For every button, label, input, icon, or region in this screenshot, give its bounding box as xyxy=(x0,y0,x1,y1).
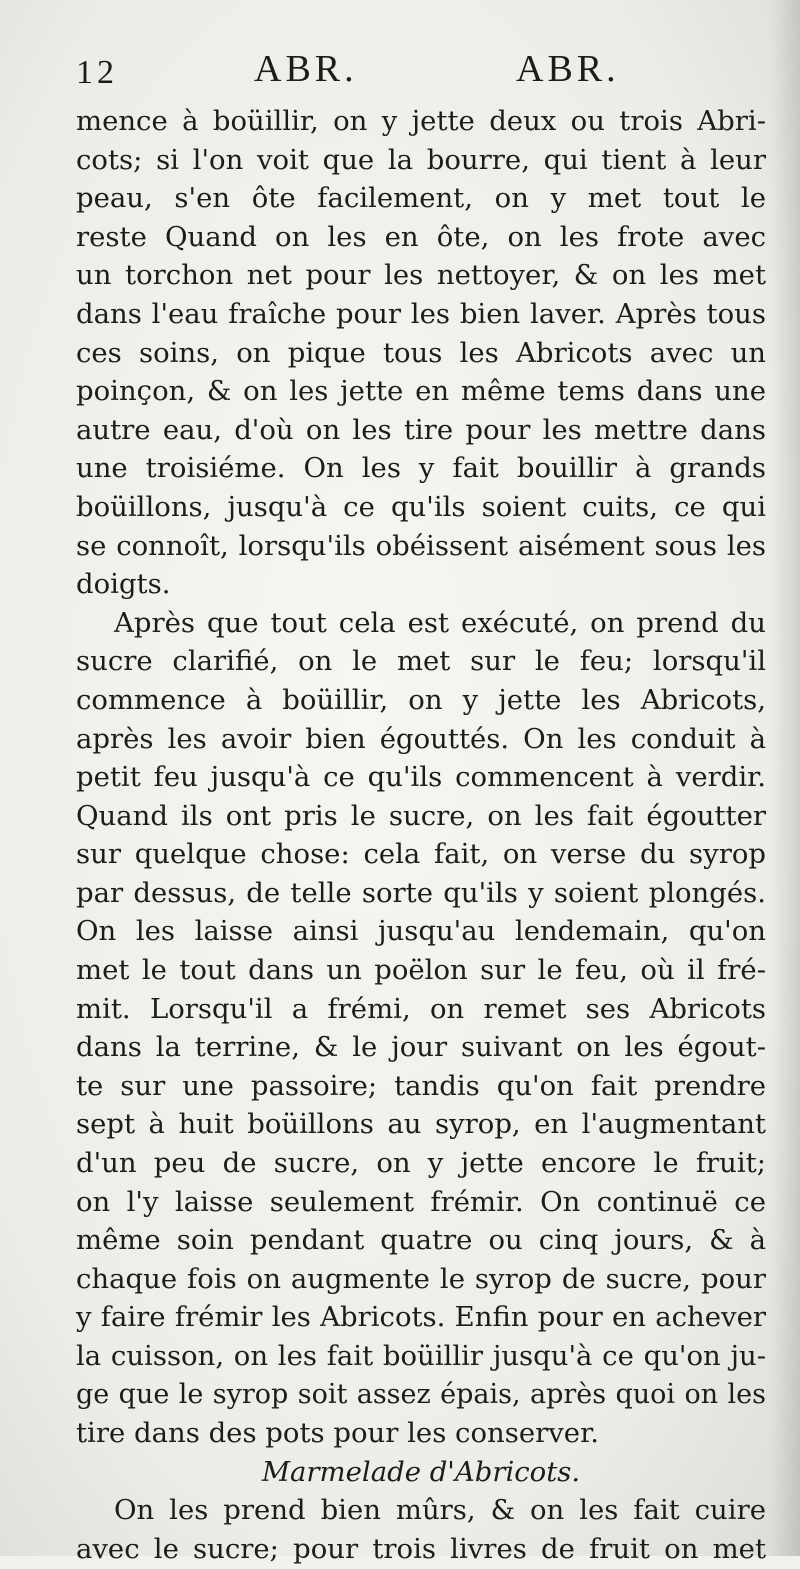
text-line: On les prend bien mûrs, & on les fait cuire xyxy=(114,1494,766,1527)
text-line: sucre clarifié, on le met sur le feu; lorsqu'il xyxy=(76,645,766,678)
text-line: se connoît, lorsqu'ils obéissent aisément sous les xyxy=(76,529,766,562)
page-text xyxy=(76,42,766,1569)
text-line: reste Quand on les en ôte, on les frote avec xyxy=(76,220,766,253)
text-line: y faire frémir les Abricots. Enfin pour en achever xyxy=(76,1301,766,1334)
text-line: autre eau, d'où on les tire pour les mettre dans xyxy=(76,413,766,446)
paragraph-1 xyxy=(76,102,766,604)
text-line: peau, s'en ôte facilement, on y met tout le xyxy=(76,182,766,215)
text-line: poinçon, & on les jette en même tems dans une xyxy=(76,375,766,408)
text-line: sept à huit boüillons au syrop, en l'augmentant xyxy=(76,1108,766,1141)
text-line: même soin pendant quatre ou cinq jours, & à xyxy=(76,1224,766,1257)
text-line: dans la terrine, & le jour suivant on les égout- xyxy=(76,1031,766,1064)
text-line: la cuisson, on les fait boüillir jusqu'à ce qu'on ju- xyxy=(76,1340,766,1372)
running-head-left: ABR. xyxy=(254,48,358,90)
text-line: ces soins, on pique tous les Abricots avec un xyxy=(76,336,766,369)
paragraph-3 xyxy=(76,1491,766,1568)
text-line: boüillons, jusqu'à ce qu'ils soient cuits, ce qui xyxy=(76,490,766,523)
running-header xyxy=(76,42,766,102)
text-line: une troisiéme. On les y fait bouillir à grands xyxy=(76,452,766,485)
page-gutter-shadow xyxy=(770,0,800,1556)
text-line: Après que tout cela est exécuté, on prend du xyxy=(114,606,766,639)
text-line: dans l'eau fraîche pour les bien laver. Après tous xyxy=(76,297,766,330)
text-line: avec le sucre; pour trois livres de fruit on met xyxy=(76,1532,766,1565)
running-head-right: ABR. xyxy=(516,48,620,90)
text-line: un torchon net pour les nettoyer, & on les met xyxy=(76,259,766,292)
paragraph-2 xyxy=(76,604,766,1453)
text-line: Quand ils ont pris le sucre, on les fait égoutter xyxy=(76,799,766,832)
text-line: chaque fois on augmente le syrop de sucre, pour xyxy=(76,1262,766,1295)
text-line: ge que le syrop soit assez épais, après quoi on les xyxy=(76,1378,766,1410)
section-heading: Marmelade d'Abricots. xyxy=(261,1455,581,1488)
text-line: commence à boüillir, on y jette les Abricots, xyxy=(76,683,766,716)
text-line: sur quelque chose: cela fait, on verse du syrop xyxy=(76,838,766,871)
text-line: petit feu jusqu'à ce qu'ils commencent à verdir. xyxy=(76,761,766,794)
text-line: d'un peu de sucre, on y jette encore le fruit; xyxy=(76,1147,766,1180)
text-line: mit. Lorsqu'il a frémi, on remet ses Abricots xyxy=(76,992,766,1025)
text-line: mence à boüillir, on y jette deux ou trois Abri- xyxy=(76,105,766,137)
text-line: doigts. xyxy=(76,568,171,601)
text-line: après les avoir bien égouttés. On les conduit à xyxy=(76,722,766,755)
text-line: par dessus, de telle sorte qu'ils y soient plongés. xyxy=(76,876,766,909)
text-line: on l'y laisse seulement frémir. On continuë ce xyxy=(76,1185,766,1218)
text-line: te sur une passoire; tandis qu'on fait prendre xyxy=(76,1069,766,1102)
text-line: On les laisse ainsi jusqu'au lendemain, qu'on xyxy=(76,915,766,948)
text-line: met le tout dans un poëlon sur le feu, où il fré- xyxy=(76,954,766,987)
text-line: cots; si l'on voit que la bourre, qui tient à leur xyxy=(76,143,766,176)
page-number: 12 xyxy=(76,54,118,91)
text-line: tire dans des pots pour les conserver. xyxy=(76,1417,599,1450)
